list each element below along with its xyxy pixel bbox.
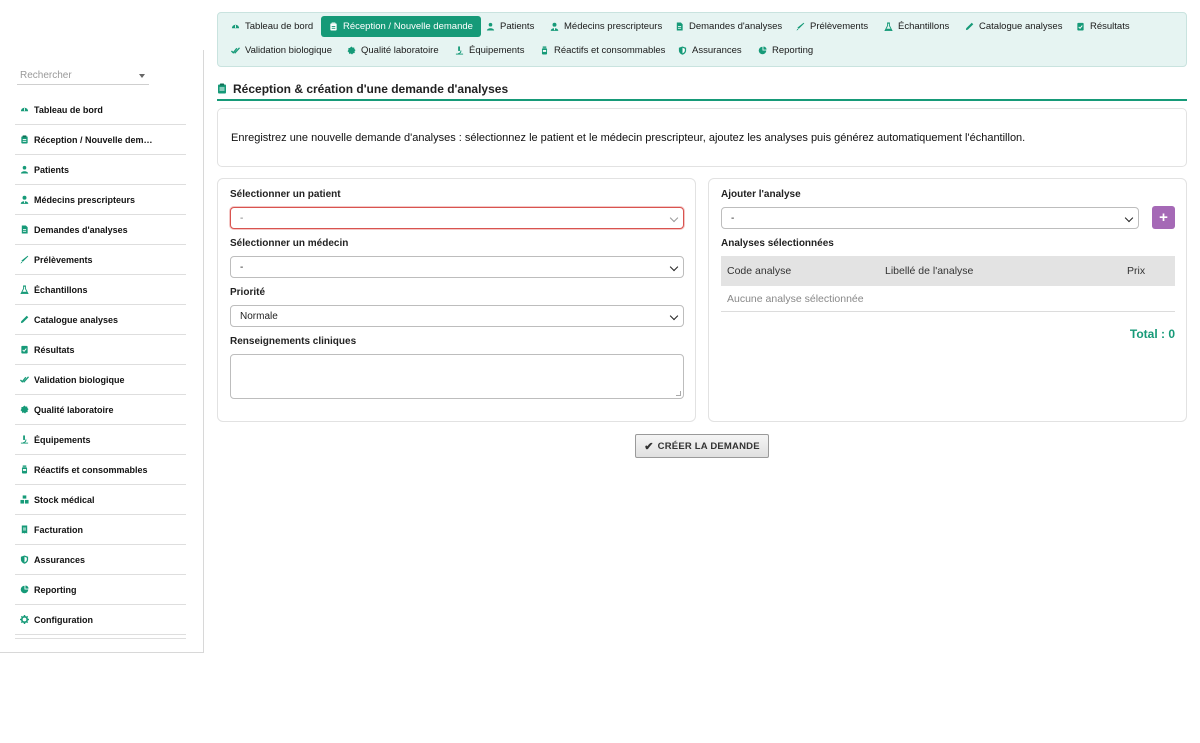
sidebar-item-label: Stock médical — [34, 494, 95, 505]
gear-icon — [20, 615, 29, 624]
column-header[interactable]: Prix — [1127, 265, 1146, 277]
syringe-icon — [796, 22, 805, 31]
bottle-icon — [20, 465, 29, 474]
sidebar-item-label: Prélèvements — [34, 254, 93, 265]
nav-tab-label: Médecins prescripteurs — [564, 21, 663, 32]
nav-tab-label: Réception / Nouvelle demande — [343, 21, 473, 32]
sidebar-item-label: Assurances — [34, 554, 86, 565]
sidebar-item-label: Reporting — [34, 584, 77, 595]
sidebar-item[interactable] — [15, 185, 186, 215]
intro-card — [217, 108, 1187, 167]
nav-tab-label: Validation biologique — [245, 45, 332, 56]
document-icon — [675, 22, 684, 31]
chevron-down-icon — [670, 312, 678, 320]
nav-tab[interactable] — [876, 16, 957, 37]
nav-tab[interactable] — [321, 16, 481, 37]
clipboard-icon — [20, 135, 29, 144]
sidebar-item-label: Facturation — [34, 524, 84, 535]
add-analyse-label: Ajouter l'analyse — [721, 189, 801, 200]
clipboard-icon — [217, 83, 227, 94]
sidebar-item[interactable] — [15, 575, 186, 605]
priorite-select[interactable] — [230, 305, 684, 327]
priorite-label: Priorité — [230, 287, 266, 298]
sidebar-item-label: Catalogue analyses — [34, 314, 119, 325]
sidebar-menu-end — [15, 635, 186, 639]
resize-handle[interactable] — [676, 391, 681, 396]
nav-tab[interactable] — [670, 40, 750, 61]
dashboard-icon — [231, 22, 240, 31]
renseignements-textarea[interactable] — [230, 354, 684, 399]
user-icon — [486, 22, 495, 31]
sidebar-item[interactable] — [15, 485, 186, 515]
nav-tab[interactable] — [478, 16, 542, 37]
page-title: Réception & création d'une demande d'analyses — [233, 81, 509, 96]
medecin-label: Sélectionner un médecin — [230, 238, 349, 249]
sidebar-item[interactable] — [15, 545, 186, 575]
request-form-card — [217, 178, 696, 422]
nav-tab-label: Assurances — [692, 45, 742, 56]
nav-tab-label: Tableau de bord — [245, 21, 314, 32]
analyse-select[interactable] — [721, 207, 1139, 229]
priorite-select-value: Normale — [240, 310, 278, 322]
syringe-icon — [20, 255, 29, 264]
nav-tab-label: Réactifs et consommables — [554, 45, 666, 56]
check-icon: ✔ — [644, 440, 654, 453]
renseignements-label: Renseignements cliniques — [230, 336, 357, 347]
doctor-icon — [550, 22, 559, 31]
shield-icon — [678, 46, 687, 55]
analyses-card — [708, 178, 1187, 422]
user-icon — [20, 165, 29, 174]
chevron-down-icon — [670, 263, 678, 271]
create-request-button[interactable] — [635, 434, 769, 458]
total-amount: Total : 0 — [1129, 327, 1175, 341]
nav-tab-label: Équipements — [469, 45, 525, 56]
sidebar-item-label: Validation biologique — [34, 374, 125, 385]
shield-icon — [20, 555, 29, 564]
patient-label: Sélectionner un patient — [230, 189, 341, 200]
pie-chart-icon — [20, 585, 29, 594]
sidebar-item-label: Médecins prescripteurs — [34, 194, 136, 205]
nav-tab[interactable] — [339, 40, 447, 61]
nav-tab-label: Échantillons — [898, 21, 950, 32]
sidebar-item-label: Qualité laboratoire — [34, 404, 114, 415]
nav-tab-label: Qualité laboratoire — [361, 45, 439, 56]
sidebar-item-label: Échantillons — [34, 284, 88, 295]
nav-tab-label: Demandes d'analyses — [689, 21, 783, 32]
sidebar-item[interactable] — [15, 365, 186, 395]
selected-analyses-label: Analyses sélectionnées — [721, 238, 834, 249]
search-input[interactable] — [17, 70, 127, 81]
pencil-icon — [965, 22, 974, 31]
sidebar-item-label: Réception / Nouvelle dem… — [34, 134, 153, 145]
badge-icon — [20, 405, 29, 414]
plus-icon: + — [1159, 209, 1168, 226]
intro-text: Enregistrez une nouvelle demande d'analyses : sélectionnez le patient et le médecin prescripteur, ajoutez les analyses puis générez automatiquement l'échantillon. — [231, 131, 1026, 144]
report-icon — [20, 345, 29, 354]
sidebar-item[interactable] — [15, 95, 186, 125]
nav-tab[interactable] — [223, 40, 340, 61]
patient-select-value: - — [240, 212, 244, 224]
pie-chart-icon — [758, 46, 767, 55]
document-icon — [20, 225, 29, 234]
boxes-icon — [20, 495, 29, 504]
flask-icon — [884, 22, 893, 31]
top-navigation — [217, 12, 1187, 67]
nav-tab[interactable] — [532, 40, 673, 61]
nav-tab[interactable] — [542, 16, 670, 37]
clipboard-icon — [329, 22, 338, 31]
nav-tab[interactable] — [957, 16, 1070, 37]
nav-tab-label: Catalogue analyses — [979, 21, 1063, 32]
sidebar-item[interactable] — [15, 155, 186, 185]
sidebar-item[interactable] — [15, 305, 186, 335]
nav-tab[interactable] — [750, 40, 821, 61]
sidebar-search[interactable] — [17, 67, 149, 85]
sidebar-item-label: Résultats — [34, 344, 75, 355]
flask-icon — [20, 285, 29, 294]
doctor-icon — [20, 195, 29, 204]
section-header — [217, 78, 1187, 101]
nav-tab[interactable] — [1068, 16, 1138, 37]
create-request-label: CRÉER LA DEMANDE — [657, 440, 760, 452]
nav-tab[interactable] — [788, 16, 876, 37]
microscope-icon — [20, 435, 29, 444]
analyse-select-value: - — [731, 212, 735, 224]
dashboard-icon — [20, 105, 29, 114]
nav-tab-label: Reporting — [772, 45, 814, 56]
double-check-icon — [20, 375, 29, 384]
sidebar-item[interactable] — [15, 425, 186, 455]
sidebar-item[interactable] — [15, 275, 186, 305]
sidebar — [0, 50, 204, 653]
microscope-icon — [455, 46, 464, 55]
sidebar-item-label: Demandes d'analyses — [34, 224, 128, 235]
bottle-icon — [540, 46, 549, 55]
nav-tab[interactable] — [223, 16, 321, 37]
nav-tab-label: Patients — [500, 21, 535, 32]
sidebar-item-label: Configuration — [34, 614, 93, 625]
chevron-down-icon[interactable] — [139, 74, 145, 78]
column-header[interactable]: Code analyse — [727, 265, 792, 277]
analyses-table-header — [721, 256, 1175, 286]
sidebar-item-label: Tableau de bord — [34, 104, 103, 115]
patient-select[interactable] — [230, 207, 684, 229]
double-check-icon — [231, 46, 240, 55]
sidebar-item[interactable] — [15, 395, 186, 425]
chevron-down-icon — [1125, 214, 1133, 222]
nav-tab-label: Prélèvements — [810, 21, 869, 32]
nav-tab[interactable] — [667, 16, 790, 37]
analyses-empty-row: Aucune analyse sélectionnée — [721, 286, 1175, 312]
sidebar-item[interactable] — [15, 335, 186, 365]
medecin-select-value: - — [240, 261, 244, 273]
sidebar-item[interactable] — [15, 215, 186, 245]
invoice-icon — [20, 525, 29, 534]
nav-tab-label: Résultats — [1090, 21, 1130, 32]
sidebar-item-label: Équipements — [34, 434, 91, 445]
sidebar-item-label: Réactifs et consommables — [34, 464, 148, 475]
chevron-down-icon — [670, 214, 678, 222]
badge-icon — [347, 46, 356, 55]
report-icon — [1076, 22, 1085, 31]
sidebar-item[interactable] — [15, 125, 186, 155]
sidebar-item[interactable] — [15, 245, 186, 275]
add-analyse-button[interactable] — [1152, 206, 1175, 229]
pencil-icon — [20, 315, 29, 324]
column-header[interactable]: Libellé de l'analyse — [885, 265, 974, 277]
sidebar-menu — [15, 95, 186, 639]
nav-tab[interactable] — [447, 40, 532, 61]
sidebar-item-label: Patients — [34, 164, 70, 175]
sidebar-item[interactable] — [15, 515, 186, 545]
sidebar-item[interactable] — [15, 455, 186, 485]
sidebar-item[interactable] — [15, 605, 186, 635]
medecin-select[interactable] — [230, 256, 684, 278]
